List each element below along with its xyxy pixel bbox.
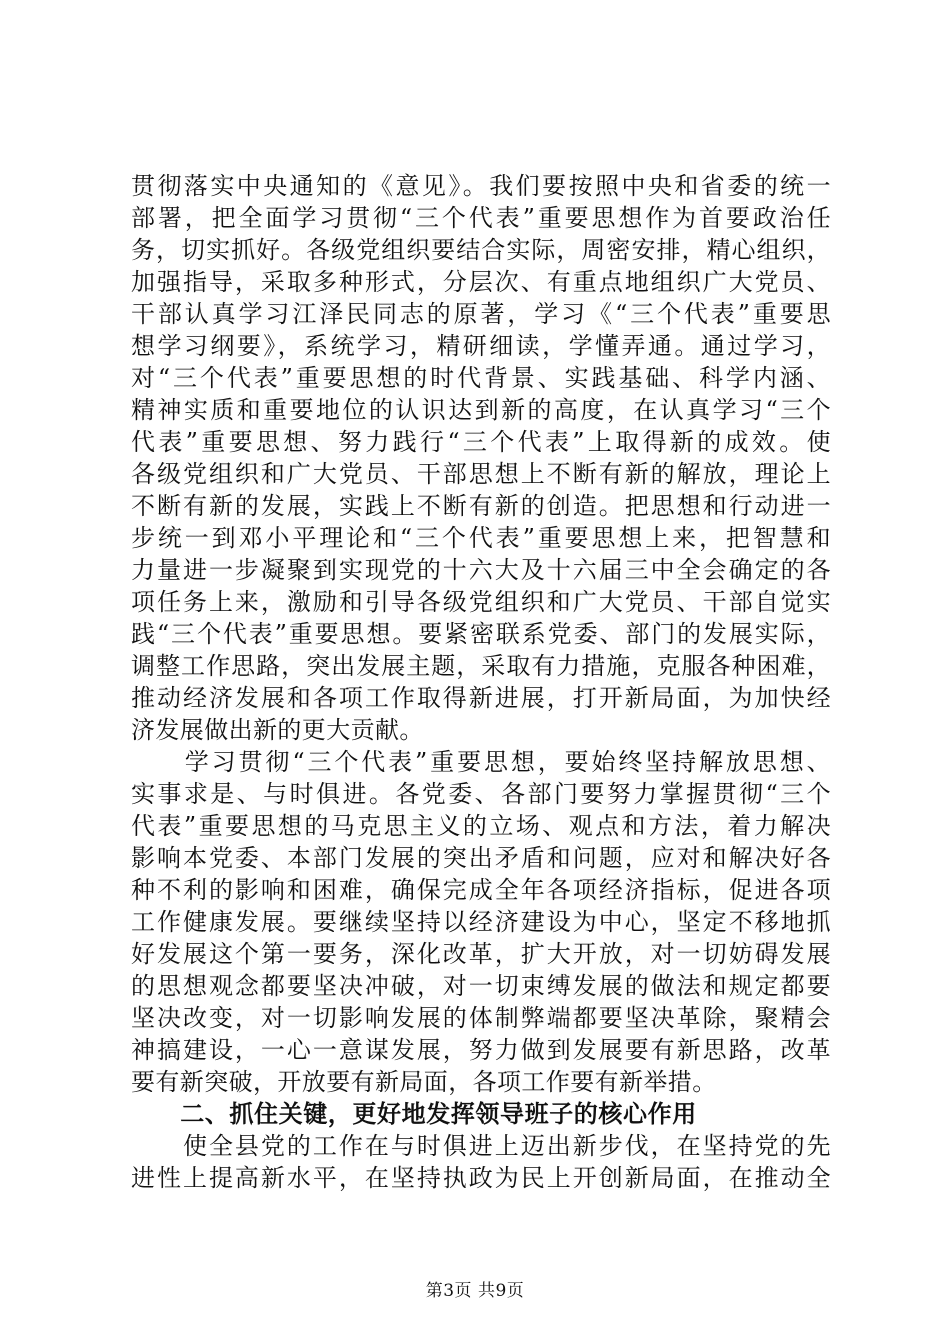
text-line: 学习贯彻“三个代表”重要思想，要始终坚持解放思想、: [131, 748, 831, 776]
text-line: 的思想观念都要坚决冲破，对一切束缚发展的做法和规定都要: [131, 972, 831, 1000]
text-line: 好发展这个第一要务，深化改革，扩大开放，对一切妨碍发展: [131, 940, 831, 968]
text-line: 不断有新的发展，实践上不断有新的创造。把思想和行动进一: [131, 492, 831, 520]
text-line: 工作健康发展。要继续坚持以经济建设为中心，坚定不移地抓: [131, 908, 831, 936]
text-line: 济发展做出新的更大贡献。: [131, 716, 424, 744]
text-line: 代表”重要思想、努力践行“三个代表”上取得新的成效。使: [131, 428, 831, 456]
text-line: 想学习纲要》，系统学习，精研细读，学懂弄通。通过学习，: [131, 332, 831, 360]
text-line: 项任务上来，激励和引导各级党组织和广大党员、干部自觉实: [131, 588, 831, 616]
text-line: 调整工作思路，突出发展主题，采取有力措施，克服各种困难，: [131, 652, 831, 680]
section-heading: 二、抓住关键，更好地发挥领导班子的核心作用: [131, 1100, 697, 1128]
text-line: 加强指导，采取多种形式，分层次、有重点地组织广大党员、: [131, 268, 831, 296]
page-number: 第3页 共9页: [425, 1281, 525, 1301]
document-body: [131, 170, 831, 1194]
text-line: 种不利的影响和困难，确保完成全年各项经济指标，促进各项: [131, 876, 831, 904]
text-line: 贯彻落实中央通知的《意见》。我们要按照中央和省委的统一: [131, 172, 831, 200]
text-line: 步统一到邓小平理论和“三个代表”重要思想上来，把智慧和: [131, 524, 831, 552]
page-footer: [0, 1276, 950, 1301]
text-line: 实事求是、与时俱进。各党委、各部门要努力掌握贯彻“三个: [131, 780, 831, 808]
text-line: 坚决改变，对一切影响发展的体制弊端都要坚决革除，聚精会: [131, 1004, 831, 1032]
text-line: 代表”重要思想的马克思主义的立场、观点和方法，着力解决: [131, 812, 831, 840]
text-line: 干部认真学习江泽民同志的原著，学习《“三个代表”重要思: [131, 300, 831, 328]
text-line: 践“三个代表”重要思想。要紧密联系党委、部门的发展实际，: [131, 620, 831, 648]
text-line: 力量进一步凝聚到实现党的十六大及十六届三中全会确定的各: [131, 556, 831, 584]
text-line: 精神实质和重要地位的认识达到新的高度，在认真学习“三个: [131, 396, 831, 424]
text-line: 要有新突破，开放要有新局面，各项工作要有新举措。: [131, 1068, 717, 1096]
text-line: 对“三个代表”重要思想的时代背景、实践基础、科学内涵、: [131, 364, 831, 392]
text-line: 使全县党的工作在与时俱进上迈出新步伐，在坚持党的先: [131, 1132, 831, 1160]
text-line: 进性上提高新水平，在坚持执政为民上开创新局面，在推动全: [131, 1164, 831, 1192]
text-line: 务，切实抓好。各级党组织要结合实际，周密安排，精心组织，: [131, 236, 831, 264]
text-line: 影响本党委、本部门发展的突出矛盾和问题，应对和解决好各: [131, 844, 831, 872]
text-line: 神搞建设，一心一意谋发展，努力做到发展要有新思路，改革: [131, 1036, 831, 1064]
text-line: 推动经济发展和各项工作取得新进展，打开新局面，为加快经: [131, 684, 831, 712]
text-line: 部署，把全面学习贯彻“三个代表”重要思想作为首要政治任: [131, 204, 831, 232]
text-line: 各级党组织和广大党员、干部思想上不断有新的解放，理论上: [131, 460, 831, 488]
